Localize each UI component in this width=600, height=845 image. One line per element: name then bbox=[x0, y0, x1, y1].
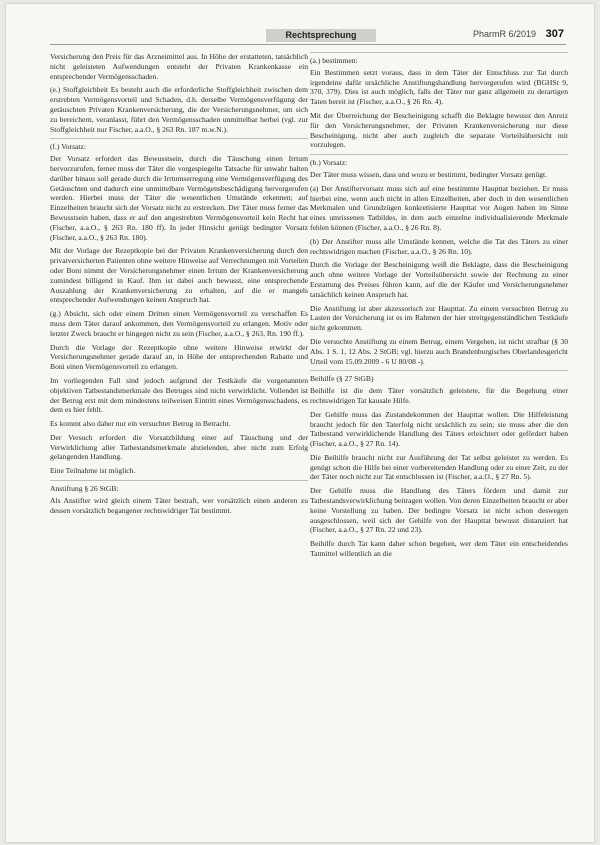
right-paragraph: Beihilfe durch Tat kann daher schon begehen, wer dem Täter ein entscheidendes Tatmittel willentlich an die bbox=[310, 539, 568, 559]
right-paragraph: Die Anstiftung ist aber akzessorisch zur Haupttat. Zu einem versuchten Betrug zu Lasten der Versicherung ist es im Rahmen der hier streitgegenständlichen Testkäufe nicht gekommen. bbox=[310, 303, 568, 333]
heading-underline bbox=[310, 52, 568, 53]
left-heading: Anstiftung § 26 StGB: bbox=[50, 484, 119, 494]
left-paragraph: Durch die Vorlage der Rezeptkopie ohne weitere Hinweise erwirkt der Versicherungsnehmer gerade darauf an, in Höhe der entsprechenden Rabatte und Boni einen Vermögensvorteil zu erlangen. bbox=[50, 342, 308, 372]
left-paragraph: Es kommt also daher nur ein versuchter Betrug in Betracht. bbox=[50, 419, 231, 429]
heading-underline bbox=[310, 154, 568, 155]
left-paragraph: Versicherung den Preis für das Arzneimittel aus. In Höhe der erstatteten, tatsächlich nicht geleisteten Aufwendungen entsteht der Privaten Krankenkasse ein entsprechender Vermögensschaden. bbox=[50, 52, 308, 81]
left-paragraph: Als Anstifter wird gleich einem Täter bestraft, wer vorsätzlich einen anderen zu dessen vorsätzlich begangener rechtswidriger Tat bestimmt. bbox=[50, 495, 308, 515]
page-header bbox=[6, 4, 594, 44]
right-paragraph: Die versuchte Anstiftung zu einem Betrug, einem Vergehen, ist nicht strafbar (§ 30 Abs. 1 S. 1, 12 Abs. 2 StGB; vgl. hierzu auch Brandenburgisches Oberlandesgericht Urteil vom 15.09.2009 - 6 U 80/08 -). bbox=[310, 336, 568, 366]
journal-reference: PharmR 6/2019 bbox=[472, 29, 536, 39]
left-paragraph: Eine Teilnahme ist möglich. bbox=[50, 466, 136, 476]
heading-underline bbox=[310, 370, 568, 371]
right-heading: Beihilfe (§ 27 StGB) bbox=[310, 374, 374, 384]
page-number: 307 bbox=[545, 28, 564, 40]
right-paragraph: (b) Der Anstifter muss alle Umstände kennen, welche die Tat des Täters zu einer rechtswidrigen machen (Fischer, a.a.O., § 26 Rn. 10). bbox=[310, 236, 568, 256]
header-rule bbox=[50, 44, 566, 45]
left-paragraph: Mit der Vorlage der Rezeptkopie bei der Privaten Krankenversicherung durch den privatversicherten Patienten ohne weitere Hinweise auf Verrechnungen mit Vorteilen oder Boni nimmt der Versicherungsnehmer einen Irrtum der Krankenversicherung zumindest billigend in Kauf. Ihm ist dabei auch bewusst, eine entsprechende Auszahlung der Krankenversicherung zu erhalten, auf die er mangels entsprechender Aufwendungen keinen Anspruch hat. bbox=[50, 246, 308, 305]
right-paragraph: Der Gehilfe muss die Handlung des Täters fördern und damit zur Tatbestandsverwirklichung beitragen wollen. Von deren Einzelheiten braucht er aber keine Vorstellung zu haben. Der bedingte Vorsatz ist nicht schon deswegen ausgeschlossen, weil sich der Gehilfe von der Haupttat bewusst distanziert hat (Fischer, a.a.O., § 27 Rn. 22 und 23). bbox=[310, 486, 568, 535]
document-page bbox=[6, 4, 594, 842]
right-paragraph: Ein Bestimmen setzt voraus, dass in dem Täter der Entschluss zur Tat durch irgendeine dafür ursächliche Anstiftungshandlung hervorgerufen wird (BGHSt 9, 370, 379). Dies ist auch möglich, falls der Täter nur ganz allgemein zu derartigen Taten bereit ist (Fischer, a.a.O., § 26 Rn. 4). bbox=[310, 67, 568, 107]
left-paragraph: Im vorliegenden Fall sind jedoch aufgrund der Testkäufe die vorgenannten objektiven Tatbestandsmerkmale des Betruges sind nicht verwirklicht. Vollendet ist der Betrug erst mit dem mindestens teilweisen Eintritt eines Vermögensschadens, es dem es hier fehlt. bbox=[50, 375, 308, 415]
left-paragraph: Der Vorsatz erfordert das Bewusstsein, durch die Täuschung einen Irrtum hervorzurufen, ferner muss der Täter die vorgespiegelte Tatsache für unwahr halten darüber hinaus soll gerade durch die Irrtumserregung eine Vermögensverfügung des Getäuschten und dadurch eine unmittelbare Vermögensbeschädigung hervorgerufen werden. Hierbei muss der Täter die wesentlichen Umstände erkennen; auf Einzelheiten braucht sich der Vorsatz nicht zu erstrecken. Der Täter muss ferner das Bewusstsein haben, dass er auf den angestrebten Vermögensvorteil kein Recht hat (Fischer, a.a.O., § 263 Rn. 180 ff). In jeder Hinsicht genügt bedingter Vorsatz (Fischer, a.a.O., § 263 Rn. 180). bbox=[50, 154, 308, 242]
left-paragraph: (e.) Stoffgleichheit Es besteht auch die erforderliche Stoffgleichheit zwischen dem erstrebten Vermögensvorteil und Schaden, d.h. derselbe Vermögensverfügung der getäuschten Privaten Krankenversicherung, die der Versicherungsnehmer, um sich zu bereichern, veranlasst, führt den Vermögensschaden unmittelbar herbei (vgl. zur Stoffgleichheit nur Fischer, a.a.O., § 263 Rn. 187 m.w.N.). bbox=[50, 85, 308, 134]
right-paragraph: (a) Der Anstiftervorsatz muss sich auf eine bestimmte Haupttat beziehen. Er muss hierbei eine, wenn auch nicht in allen Einzelheiten, aber doch in den wesentlichen Merkmalen und Grundzügen konkretisierte Haupttat vor Augen haben im Sinne eines umrissenen Tatbildes, in dem auch einzelne individualisierende Merkmale fehlen können (Fischer, a.a.O., § 26 Rn. 8). bbox=[310, 183, 568, 232]
right-paragraph: Durch die Vorlage der Bescheinigung weiß die Beklagte, dass die Bescheinigung auch ohne weitere Vorlage der Vorteilsübersicht sowie der Rechnung zu einer Erstattung des Preises führen kann, auf die der Käufer und Versicherungsnehmer tatsächlich keinen Anspruch hat. bbox=[310, 260, 568, 299]
right-heading: (a.) bestimmen: bbox=[310, 56, 358, 65]
right-heading: (b.) Vorsatz: bbox=[310, 158, 348, 168]
right-column bbox=[310, 52, 568, 563]
right-paragraph: Die Beihilfe braucht nicht zur Ausführung der Tat selbst geleistet zu werden. Es genügt schon die Hilfe bei einer vorbereitenden Handlung oder zu einer Zeit, zu der der Täter noch nicht zur Tat entschlossen ist (Fischer, a.a.O., § 27 Rn. 5). bbox=[310, 452, 568, 482]
right-paragraph: Beihilfe ist die dem Täter vorsätzlich geleistete, für die Begehung einer rechtswidrigen Tat kausale Hilfe. bbox=[310, 386, 568, 405]
heading-underline bbox=[50, 480, 308, 481]
right-paragraph: Der Täter muss wissen, dass und wozu er bestimmt, bedingter Vorsatz genügt. bbox=[310, 169, 548, 179]
section-title: Rechtsprechung bbox=[266, 29, 376, 42]
left-paragraph: (g.) Absicht, sich oder einem Dritten einen Vermögensvorteil zu verschaffen Es muss dem Täter darauf ankommen, den Vermögensvorteil zu erlangen. Motiv oder letzter Zweck braucht er hingegen nicht zu sein (Fischer, a.a.O., § 263, Rn. 190 ff.). bbox=[50, 309, 308, 338]
left-column bbox=[50, 52, 308, 519]
right-paragraph: Mit der Überreichung der Bescheinigung schafft die Beklagte bewusst den Anreiz für den Versicherungsnehmer, der Privaten Krankenversicherung nur diese Bescheinigung, nicht aber auch zugleich die separate Vorteilsübersicht mit vorzulegen. bbox=[310, 110, 568, 150]
heading-underline bbox=[50, 138, 308, 139]
left-heading: (f.) Vorsatz: bbox=[50, 142, 86, 152]
right-paragraph: Der Gehilfe muss das Zustandekommen der Haupttat wollen. Die Hilfeleistung braucht jedoch für den Taterfolg nicht ursächlich zu sein; sie muss aber die den Tatbestand verwirklichende Handlung des Täters erleichtert oder gefördert haben (Fischer, a.a.O., § 27 Rn. 14). bbox=[310, 409, 568, 449]
left-paragraph: Der Versuch erfordert die Vorsatzbildung einer auf Täuschung und der Verwirklichung aller Tatbestandsmerkmale abzielenden, aber nicht zum Erfolg gelangenden Handlung. bbox=[50, 432, 308, 462]
